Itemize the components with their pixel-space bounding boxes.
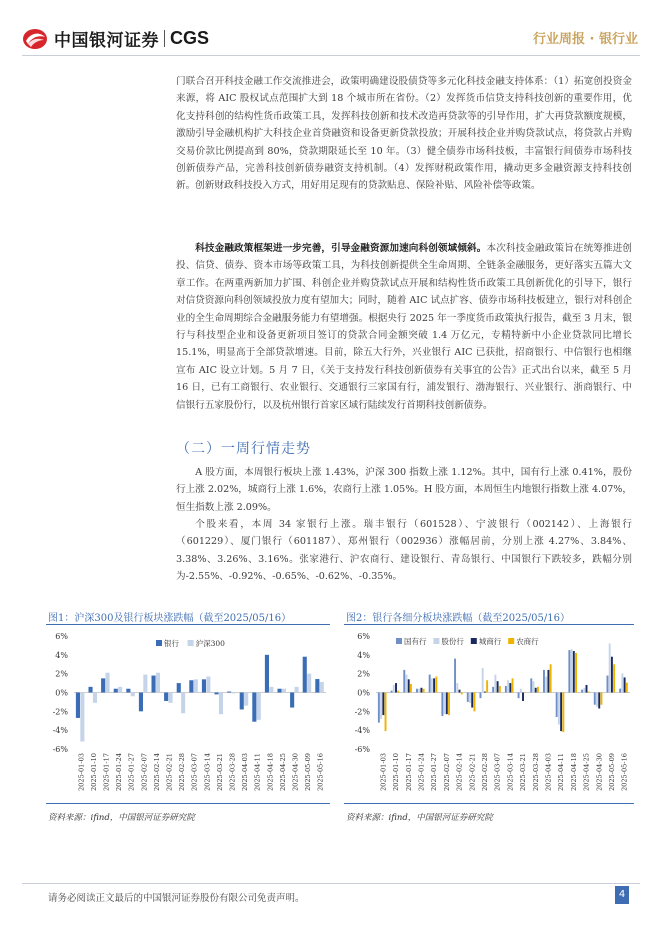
footer-disclaimer: 请务必阅读正文最后的中国银河证券股份有限公司免责声明。 xyxy=(48,893,305,904)
bar-国有行 xyxy=(543,670,545,693)
bar-银行 xyxy=(164,693,168,701)
x-tick-label: 2025-01-24 xyxy=(417,753,426,792)
x-tick-label: 2025-01-10 xyxy=(392,753,401,792)
bar-国有行 xyxy=(454,659,456,693)
bar-银行 xyxy=(126,689,130,693)
figure2-top-rule xyxy=(344,624,634,625)
bar-农商行 xyxy=(562,693,564,733)
bar-银行 xyxy=(177,683,181,692)
bar-国有行 xyxy=(378,693,380,723)
legend-swatch xyxy=(508,638,514,644)
bar-银行 xyxy=(277,689,281,693)
page-header xyxy=(0,0,662,62)
bar-城商行 xyxy=(573,651,575,692)
x-tick-label: 2025-03-14 xyxy=(506,753,515,792)
bar-股份行 xyxy=(609,644,611,693)
x-tick-label: 2025-05-16 xyxy=(620,753,629,792)
bar-股份行 xyxy=(507,680,509,692)
x-tick-label: 2025-02-07 xyxy=(140,753,149,792)
bar-银行 xyxy=(303,657,307,693)
figure2-bottom-rule xyxy=(344,803,634,804)
x-tick-label: 2025-04-30 xyxy=(291,753,300,792)
bar-农商行 xyxy=(626,683,628,693)
bar-城商行 xyxy=(408,679,410,692)
bar-银行 xyxy=(214,693,218,695)
paragraph-market-overview xyxy=(176,464,632,516)
bar-国有行 xyxy=(619,689,621,693)
x-tick-label: 2025-05-09 xyxy=(607,753,616,792)
x-tick-label: 2025-04-11 xyxy=(253,753,262,792)
y-tick-label: -4% xyxy=(354,726,370,736)
bar-国有行 xyxy=(403,670,405,693)
legend-label: 城商行 xyxy=(478,637,502,646)
x-tick-label: 2025-03-21 xyxy=(519,753,528,792)
y-tick-label: 6% xyxy=(55,632,68,641)
y-tick-label: 4% xyxy=(357,650,370,660)
bar-国有行 xyxy=(467,693,469,702)
cgs-logo xyxy=(22,26,209,51)
bar-国有行 xyxy=(530,678,532,692)
x-tick-label: 2025-04-03 xyxy=(241,753,250,792)
bar-沪深300 xyxy=(232,693,236,694)
bar-农商行 xyxy=(435,676,437,692)
bar-银行 xyxy=(265,655,269,693)
footer-divider xyxy=(22,883,640,884)
bar-沪深300 xyxy=(206,676,210,692)
x-tick-label: 2025-02-07 xyxy=(442,753,451,792)
x-tick-label: 2025-01-27 xyxy=(430,753,439,792)
x-tick-label: 2025-02-21 xyxy=(165,753,174,792)
bar-城商行 xyxy=(433,678,435,692)
y-tick-label: -2% xyxy=(354,707,370,717)
bar-股份行 xyxy=(545,676,547,692)
y-tick-label: 2% xyxy=(55,669,68,679)
bar-银行 xyxy=(88,687,92,693)
bar-国有行 xyxy=(568,650,570,692)
page-number: 4 xyxy=(615,886,629,904)
bar-沪深300 xyxy=(282,689,286,693)
brand-name-cn: 中国银河证券 xyxy=(54,31,159,51)
y-tick-label: 4% xyxy=(55,650,68,660)
x-tick-label: 2025-05-09 xyxy=(304,753,313,792)
legend-label: 农商行 xyxy=(516,637,539,646)
bar-银行 xyxy=(76,693,80,718)
bar-股份行 xyxy=(494,675,496,693)
legend-swatch xyxy=(471,638,477,644)
bar-股份行 xyxy=(520,689,522,693)
paragraph-policy-system xyxy=(176,73,632,195)
bar-城商行 xyxy=(535,688,537,693)
bar-股份行 xyxy=(418,689,420,693)
y-tick-label: -6% xyxy=(52,745,68,754)
paragraph-text xyxy=(176,240,632,414)
paragraph-policy-framework xyxy=(176,240,632,414)
legend-label: 银行 xyxy=(164,639,179,648)
bar-银行 xyxy=(240,693,244,710)
bar-沪深300 xyxy=(93,693,97,703)
bar-沪深300 xyxy=(269,687,273,693)
bar-城商行 xyxy=(382,693,384,716)
x-tick-label: 2025-03-28 xyxy=(531,753,540,792)
legend-label: 沪深300 xyxy=(195,639,225,648)
bar-城商行 xyxy=(522,693,524,701)
x-tick-label: 2025-02-21 xyxy=(468,753,477,792)
figure1-bottom-rule xyxy=(46,803,330,804)
figure1-top-rule xyxy=(46,624,330,625)
paragraph-lead: 科技金融政策框架进一步完善，引导金融资源加速向科创领域倾斜。 xyxy=(195,243,487,254)
y-tick-label: 0% xyxy=(357,688,370,698)
bar-农商行 xyxy=(499,686,501,693)
figure1-source: 资料来源：ifind，中国银河证券研究院 xyxy=(48,813,195,823)
x-tick-label: 2025-01-27 xyxy=(127,753,136,792)
bar-农商行 xyxy=(385,693,387,732)
legend-swatch xyxy=(156,640,162,646)
bar-城商行 xyxy=(611,657,613,693)
x-tick-label: 2025-04-18 xyxy=(266,753,275,792)
bar-国有行 xyxy=(594,693,596,705)
bar-银行 xyxy=(101,678,105,692)
header-divider xyxy=(22,55,640,56)
bar-农商行 xyxy=(550,664,552,692)
bar-城商行 xyxy=(484,692,486,693)
bar-农商行 xyxy=(410,684,412,692)
x-tick-label: 2025-04-25 xyxy=(278,753,287,792)
bar-股份行 xyxy=(596,693,598,707)
bar-银行 xyxy=(151,676,155,693)
bar-农商行 xyxy=(461,693,463,695)
bar-股份行 xyxy=(431,678,433,692)
x-tick-label: 2025-01-24 xyxy=(115,753,124,792)
bar-沪深300 xyxy=(219,693,223,715)
x-tick-label: 2025-04-03 xyxy=(544,753,553,792)
x-tick-label: 2025-04-30 xyxy=(595,753,604,792)
legend-swatch xyxy=(433,638,439,644)
bar-国有行 xyxy=(556,693,558,717)
bar-国有行 xyxy=(581,690,583,693)
x-tick-label: 2025-01-17 xyxy=(404,753,413,792)
bar-国有行 xyxy=(518,693,520,699)
x-tick-label: 2025-03-14 xyxy=(203,753,212,792)
bar-股份行 xyxy=(533,681,535,692)
figure2-source: 资料来源：ifind，中国银河证券研究院 xyxy=(346,813,493,823)
x-tick-label: 2025-03-07 xyxy=(493,753,502,792)
y-tick-label: 0% xyxy=(55,688,68,698)
y-tick-label: -6% xyxy=(354,745,370,754)
bar-沪深300 xyxy=(131,693,135,697)
bar-股份行 xyxy=(380,693,382,719)
bar-城商行 xyxy=(446,693,448,715)
paragraph-text: 个股来看，本周 34 家银行上涨。瑞丰银行（601528）、宁波银行（002142）、上海银行（601229）、厦门银行（601187）、郑州银行（002936）涨幅居前，分别上涨 4.27%、3.84%、3.38%、3.26%、3.16%。张家港行、沪农商行、建设银行、青岛银行、中国银行下跌较多，跌幅分别为-2.55%、-0.92%、-0.65%、-0.62%、-0.35%。 xyxy=(176,519,632,583)
x-tick-label: 2025-01-17 xyxy=(102,753,111,792)
bar-国有行 xyxy=(492,687,494,693)
bar-沪深300 xyxy=(143,675,147,693)
x-tick-label: 2025-01-03 xyxy=(379,753,388,792)
bar-城商行 xyxy=(624,677,626,692)
bar-农商行 xyxy=(537,687,539,693)
bar-沪深300 xyxy=(194,679,198,692)
bar-沪深300 xyxy=(118,687,122,693)
bar-农商行 xyxy=(423,689,425,693)
bar-国有行 xyxy=(441,693,443,717)
bar-股份行 xyxy=(558,693,560,725)
bar-沪深300 xyxy=(156,673,160,693)
paragraph-text: 门联合召开科技金融工作交流推进会，政策明确建设股债贷等多元化科技金融支持体系：（1）拓宽创投资金来源，将 AIC 股权试点范围扩大到 18 个城市所在省份。（2）发挥货币信贷支持科技创新的重要作用，优化支持科创的结构性货币政策工具，发挥科技创新和技术改造再贷款等的引导作用，扩大再贷款额度规模，激励引导金融机构扩大科技企业首贷融资和设备更新贷款投放；开展科技企业并购贷款试点，将贷款占并购交易价款比例提高到 80%，贷款期限延长至 10 年。（3）健全债券市场科技板，丰富银行间债券市场科技创新债券产品，完善科技创新债券融资支持机制。（4）发挥财税政策作用，撬动更多金融资源支持科技创新。创新财政科技投入方式，用好用足现有的贷款贴息、保险补贴、风险补偿等政策。 xyxy=(176,76,632,192)
bar-国有行 xyxy=(416,689,418,693)
bar-沪深300 xyxy=(169,693,173,703)
bar-农商行 xyxy=(397,691,399,693)
bar-农商行 xyxy=(486,680,488,692)
x-tick-label: 2025-02-14 xyxy=(152,753,161,792)
bar-农商行 xyxy=(575,653,577,693)
bar-城商行 xyxy=(509,683,511,692)
y-tick-label: -2% xyxy=(52,707,68,717)
section-title: （二）一周行情走势 xyxy=(176,441,311,457)
bar-股份行 xyxy=(456,683,458,692)
report-type-label: 行业周报 · 银行业 xyxy=(533,32,638,47)
bar-农商行 xyxy=(613,664,615,692)
bar-股份行 xyxy=(621,673,623,692)
bar-银行 xyxy=(202,679,206,692)
bar-股份行 xyxy=(444,693,446,715)
x-tick-label: 2025-04-11 xyxy=(557,753,566,792)
bar-农商行 xyxy=(512,678,514,692)
x-tick-label: 2025-03-07 xyxy=(190,753,199,792)
y-tick-label: 2% xyxy=(357,669,370,679)
bar-城商行 xyxy=(560,693,562,732)
bar-沪深300 xyxy=(181,693,185,714)
bar-城商行 xyxy=(395,683,397,692)
x-tick-label: 2025-03-28 xyxy=(228,753,237,792)
bar-银行 xyxy=(189,680,193,692)
x-tick-label: 2025-02-14 xyxy=(455,753,464,792)
legend-label: 股份行 xyxy=(441,637,464,646)
legend-swatch xyxy=(396,638,402,644)
figure1-title: 图1：沪深300及银行板块涨跌幅（截至2025/05/16） xyxy=(48,613,292,624)
x-tick-label: 2025-01-03 xyxy=(77,753,86,792)
bar-农商行 xyxy=(448,693,450,716)
x-tick-label: 2025-05-16 xyxy=(316,753,325,792)
bar-城商行 xyxy=(420,688,422,693)
y-tick-label: 6% xyxy=(357,632,370,641)
bar-股份行 xyxy=(482,668,484,692)
x-tick-label: 2025-01-10 xyxy=(89,753,98,792)
paragraph-body: 本次科技金融政策旨在统筹推进创投、信贷、债券、资本市场等政策工具，为科技创新提供全生命周期、全链条金融服务，更好落实五篇大文章工作。在两重两新加力扩围、科创企业并购贷款试点开展和结构性货币政策工具创新优化的引导下，银行对信贷资源向科创领域投放力度有望加大；同时，随着 AIC 试点扩容、债券市场科技板建立，银行对科创企业的全生命周期综合金融服务能力有望增强。根据央行 2025 年一季度货币政策执行报告，截至 3 月末，银行与科技型企业和设备更新项目签订的贷款合同金额突破 1.4 万亿元，专精特新中小企业贷款同比增长 15.1%，明显高于全部贷款增速。目前，除五大行外，兴业银行 AIC 已获批，招商银行、中信银行也相继宣布 AIC 设立计划。5 月 7 日，《关于支持发行科技创新债券有关事宜的公告》正式出台以来，截至 5 月 16 日，已有工商银行、农业银行、交通银行三家国有行，浦发银行、渤海银行、兴业银行、浙商银行、中信银行五家股份行，以及杭州银行首家区域行陆续发行首期科技创新债券。 xyxy=(176,243,633,411)
figure2-chart xyxy=(344,628,634,800)
bar-城商行 xyxy=(586,685,588,693)
x-tick-label: 2025-04-18 xyxy=(569,753,578,792)
bar-国有行 xyxy=(429,675,431,693)
bar-沪深300 xyxy=(80,693,84,742)
bar-国有行 xyxy=(480,693,482,699)
logo-divider xyxy=(164,30,165,47)
bar-农商行 xyxy=(473,693,475,712)
x-tick-label: 2025-03-21 xyxy=(215,753,224,792)
bar-股份行 xyxy=(469,693,471,703)
bar-农商行 xyxy=(600,693,602,705)
figure2-title: 图2：银行各细分板块涨跌幅（截至2025/05/16） xyxy=(346,613,570,624)
paragraph-text: A 股方面，本周银行板块上涨 1.43%，沪深 300 指数上涨 1.12%。其中，国有行上涨 0.41%，股份行上涨 2.02%，城商行上涨 1.6%，农商行上涨 1.05%。H 股方面，本周恒生内地银行指数上涨 4.07%，恒生指数上涨 2.09%。 xyxy=(176,467,633,513)
legend-swatch xyxy=(188,640,194,646)
x-tick-label: 2025-02-28 xyxy=(480,753,489,792)
figure1-chart xyxy=(46,628,330,800)
bar-城商行 xyxy=(547,670,549,693)
bar-股份行 xyxy=(406,675,408,693)
bar-股份行 xyxy=(571,649,573,692)
bar-银行 xyxy=(139,693,143,712)
bar-沪深300 xyxy=(257,693,261,720)
paragraph-stock-moves xyxy=(176,516,632,586)
legend-label: 国有行 xyxy=(404,637,427,646)
x-tick-label: 2025-02-28 xyxy=(178,753,187,792)
bar-城商行 xyxy=(497,681,499,692)
bar-国有行 xyxy=(607,676,609,693)
bar-城商行 xyxy=(598,693,600,709)
cgs-logo-icon xyxy=(22,28,48,50)
bar-城商行 xyxy=(459,690,461,693)
bar-银行 xyxy=(315,679,319,692)
bar-银行 xyxy=(114,689,118,693)
bar-国有行 xyxy=(391,691,393,693)
bar-银行 xyxy=(290,693,294,708)
y-tick-label: -4% xyxy=(52,726,68,736)
bar-银行 xyxy=(227,692,231,693)
bar-国有行 xyxy=(505,686,507,693)
bar-股份行 xyxy=(393,685,395,693)
bar-沪深300 xyxy=(295,687,299,693)
bar-沪深300 xyxy=(307,674,311,693)
bar-农商行 xyxy=(588,692,590,693)
bar-银行 xyxy=(252,693,256,722)
brand-name-en: CGS xyxy=(170,28,210,48)
bar-城商行 xyxy=(471,693,473,708)
bar-沪深300 xyxy=(244,693,248,706)
bar-股份行 xyxy=(583,688,585,693)
bar-沪深300 xyxy=(106,673,110,693)
bar-沪深300 xyxy=(320,682,324,693)
x-tick-label: 2025-04-25 xyxy=(582,753,591,792)
